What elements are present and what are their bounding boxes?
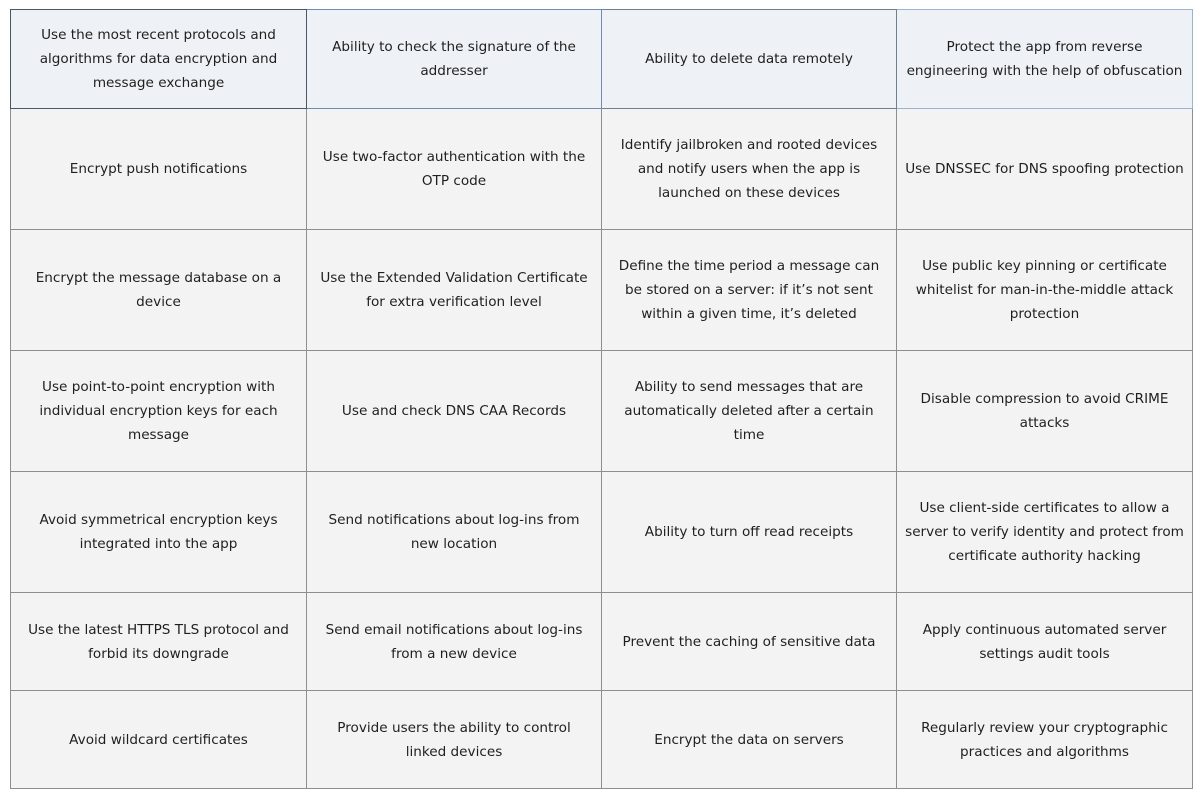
table-cell: Provide users the ability to control linked devices: [307, 691, 602, 789]
table-cell: Protect the app from reverse engineering with the help of obfuscation: [897, 10, 1193, 109]
table-row: [11, 472, 1193, 593]
table-cell: Use and check DNS CAA Records: [307, 351, 602, 472]
table-cell: Encrypt push notifications: [11, 109, 307, 230]
table-cell: Define the time period a message can be stored on a server: if it’s not sent within a given time, it’s deleted: [602, 230, 897, 351]
table-cell: Use the latest HTTPS TLS protocol and forbid its downgrade: [11, 593, 307, 691]
table-cell: Identify jailbroken and rooted devices and notify users when the app is launched on these devices: [602, 109, 897, 230]
table-cell: Use public key pinning or certificate whitelist for man-in-the-middle attack protection: [897, 230, 1193, 351]
table-cell: Ability to send messages that are automatically deleted after a certain time: [602, 351, 897, 472]
table-row: [11, 691, 1193, 789]
table-cell: Apply continuous automated server settings audit tools: [897, 593, 1193, 691]
table-cell: Use point-to-point encryption with individual encryption keys for each message: [11, 351, 307, 472]
table-cell: Encrypt the message database on a device: [11, 230, 307, 351]
table-cell: Prevent the caching of sensitive data: [602, 593, 897, 691]
table-row: [11, 10, 1193, 109]
table-cell: Ability to check the signature of the addresser: [307, 10, 602, 109]
table-row: [11, 593, 1193, 691]
table-cell: Ability to turn off read receipts: [602, 472, 897, 593]
table-cell: Encrypt the data on servers: [602, 691, 897, 789]
table-cell: Send notifications about log-ins from new location: [307, 472, 602, 593]
table-row: [11, 351, 1193, 472]
table-cell: Use DNSSEC for DNS spoofing protection: [897, 109, 1193, 230]
table-row: [11, 109, 1193, 230]
table-cell: Use the Extended Validation Certificate for extra verification level: [307, 230, 602, 351]
table-cell: Use two-factor authentication with the OTP code: [307, 109, 602, 230]
table-cell: Use the most recent protocols and algorithms for data encryption and message exchange: [11, 10, 307, 109]
table-cell: Ability to delete data remotely: [602, 10, 897, 109]
table-cell: Use client-side certificates to allow a server to verify identity and protect from certificate authority hacking: [897, 472, 1193, 593]
table-row: [11, 230, 1193, 351]
table-cell: Send email notifications about log-ins from a new device: [307, 593, 602, 691]
table-cell: Avoid wildcard certificates: [11, 691, 307, 789]
table-cell: Avoid symmetrical encryption keys integrated into the app: [11, 472, 307, 593]
table-cell: Regularly review your cryptographic practices and algorithms: [897, 691, 1193, 789]
security-practices-table: [10, 9, 1193, 789]
table-cell: Disable compression to avoid CRIME attacks: [897, 351, 1193, 472]
